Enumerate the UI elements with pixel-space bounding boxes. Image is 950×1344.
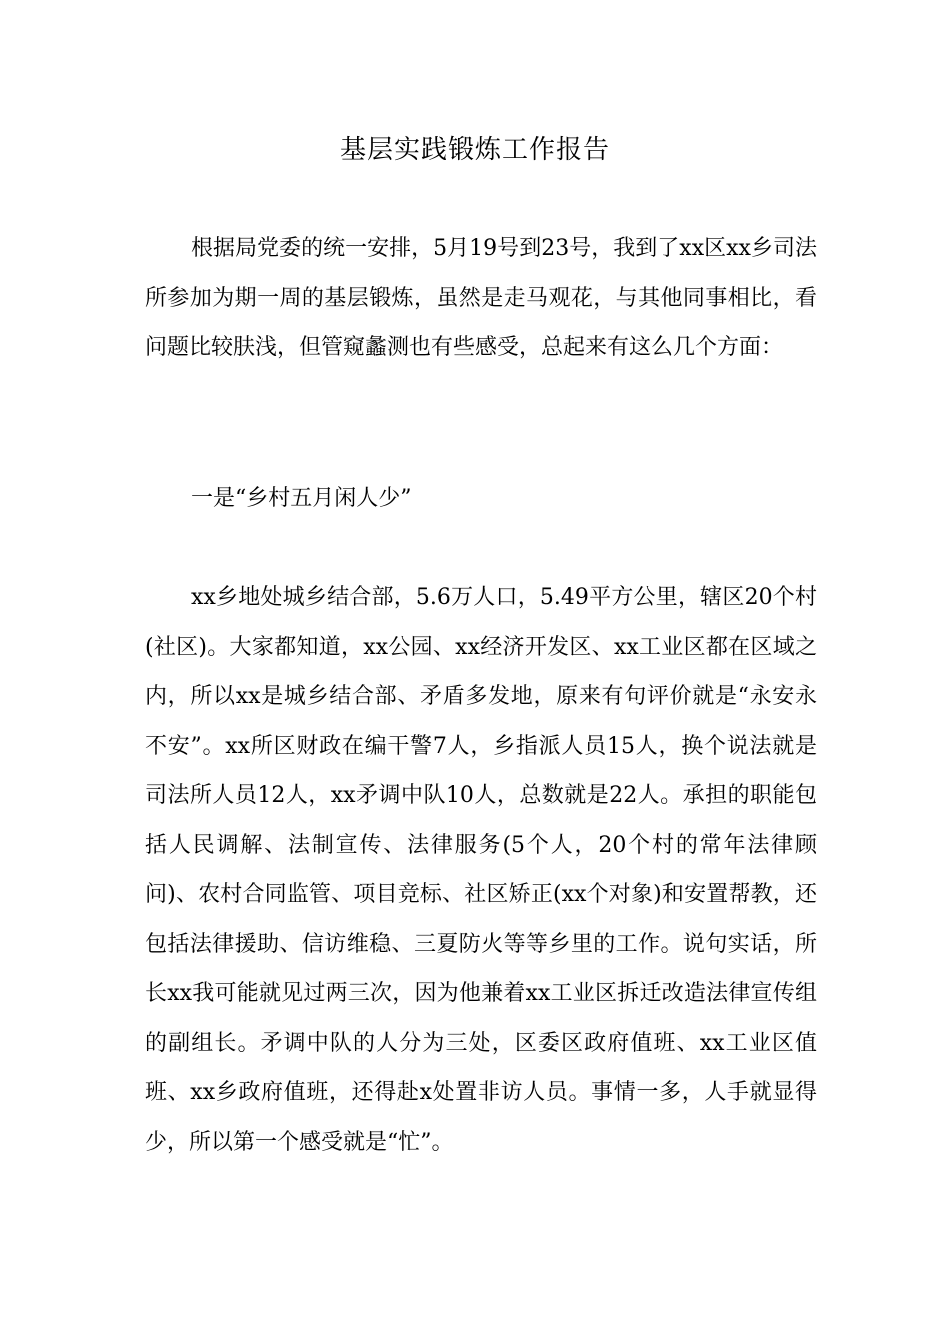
- document-title: 基层实践锻炼工作报告: [339, 135, 610, 165]
- section-heading: 一是“乡村五月闲人少”: [191, 486, 412, 511]
- paragraph-body: xx乡地处城乡结合部，5.6万人口，5.49平方公里，辖区20个村(社区)。大家都知道，xx公园、xx经济开发区、xx工业区都在区域之内，所以xx是城乡结合部、矛盾多发地，原来有句评价就是“永安永不安”。xx所区财政在编干警7人，乡指派人员15人，换个说法就是司法所人员12人，xx矛调中队10人，总数就是22人。承担的职能包括人民调解、法制宣传、法律服务(5个人，20个村的常年法律顾问)、农村合同监管、项目竞标、社区矫正(xx个对象)和安置帮教，还包括法律援助、信访维稳、三夏防火等等乡里的工作。说句实话，所长xx我可能就见过两三次，因为他兼着xx工业区拆迁改造法律宣传组的副组长。矛调中队的人分为三处，区委区政府值班、xx工业区值班、xx乡政府值班，还得赴x处置非访人员。事情一多，人手就显得少，所以第一个感受就是“忙”。: [145, 585, 817, 1155]
- paragraph-intro: 根据局党委的统一安排，5月19号到23号，我到了xx区xx乡司法所参加为期一周的基层锻炼，虽然是走马观花，与其他同事相比，看问题比较肤浅，但管窥蠡测也有些感受，总起来有这么几个方面：: [145, 236, 817, 360]
